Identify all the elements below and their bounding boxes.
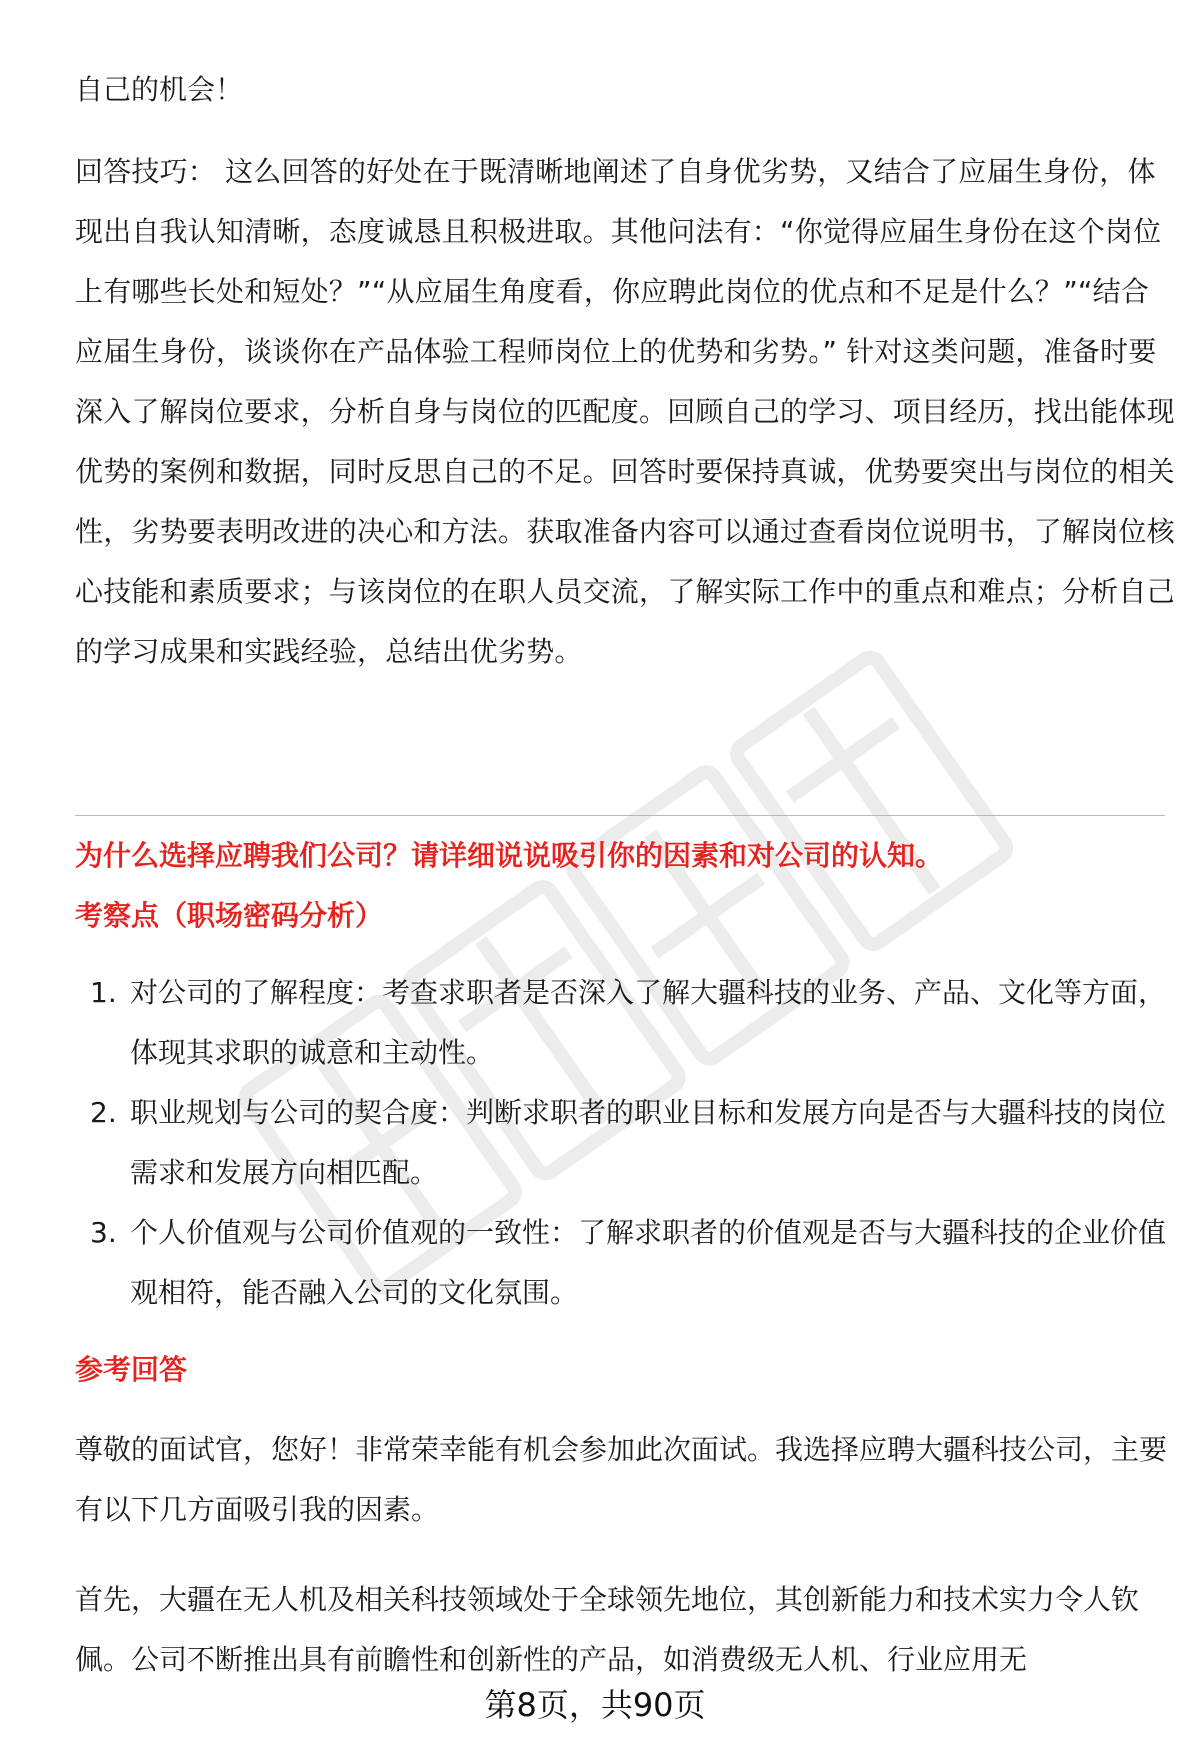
tip-paragraph: 回答技巧： 这么回答的好处在于既清晰地阐述了自身优劣势，又结合了应届生身份，体现出自我认知清晰，态度诚恳且积极进取。其他问法有：“你觉得应届生身份在这个岗位上有哪些长处和短处？”“从应届生角度看，你应聘此岗位的优点和不足是什么？”“结合应届生身份，谈谈你在产品体验工程师岗位上的优势和劣势。” 针对这类问题，准备时要深入了解岗位要求，分析自身与岗位的匹配度。回顾自己的学习、项目经历，找出能体现优势的案例和数据，同时反思自己的不足。回答时要保持真诚，优势要突出与岗位的相关性，劣势要表明改进的决心和方法。获取准备内容可以通过查看岗位说明书，了解岗位核心技能和素质要求；与该岗位的在职人员交流，了解实际工作中的重点和难点；分析自己的学习成果和实践经验，总结出优劣势。 bbox=[75, 155, 1175, 668]
list-item-number: 2. bbox=[90, 1096, 117, 1129]
list-item bbox=[75, 1203, 1175, 1323]
page-number-footer: 第8页，共90页 bbox=[484, 1686, 706, 1724]
list-item bbox=[75, 963, 1175, 1083]
answer-heading: 参考回答 bbox=[75, 1353, 188, 1386]
analysis-heading: 考察点（职场密码分析） bbox=[75, 899, 384, 932]
list-item bbox=[75, 1083, 1175, 1203]
list-item-text: 对公司的了解程度：考查求职者是否深入了解大疆科技的业务、产品、文化等方面，体现其求职的诚意和主动性。 bbox=[130, 976, 1167, 1069]
list-item-number: 1. bbox=[90, 976, 117, 1009]
intro-tail-text: 自己的机会！ bbox=[75, 73, 244, 106]
answer-paragraph-1: 尊敬的面试官，您好！非常荣幸能有机会参加此次面试。我选择应聘大疆科技公司，主要有以下几方面吸引我的因素。 bbox=[75, 1433, 1168, 1526]
list-item-number: 3. bbox=[90, 1216, 117, 1249]
list-item-text: 职业规划与公司的契合度：判断求职者的职业目标和发展方向是否与大疆科技的岗位需求和发展方向相匹配。 bbox=[130, 1096, 1167, 1189]
section-divider bbox=[75, 815, 1165, 816]
question-heading: 为什么选择应聘我们公司？请详细说说吸引你的因素和对公司的认知。 bbox=[75, 839, 944, 872]
list-item-text: 个人价值观与公司价值观的一致性：了解求职者的价值观是否与大疆科技的企业价值观相符，能否融入公司的文化氛围。 bbox=[130, 1216, 1167, 1309]
analysis-list bbox=[75, 963, 1175, 1323]
answer-paragraph-2: 首先，大疆在无人机及相关科技领域处于全球领先地位，其创新能力和技术实力令人钦佩。公司不断推出具有前瞻性和创新性的产品，如消费级无人机、行业应用无 bbox=[75, 1583, 1140, 1676]
